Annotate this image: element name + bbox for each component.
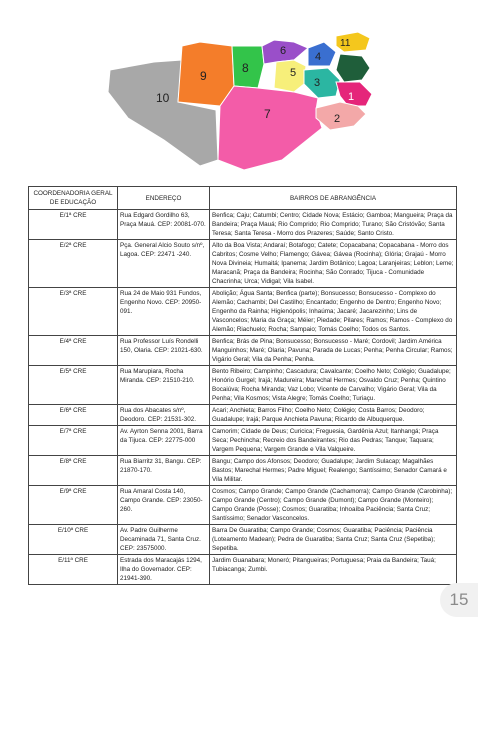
map-label-10: 10 (156, 91, 170, 105)
cre-bairros: Benfica; Brás de Pina; Bonsucesso; Bonsucesso - Maré; Cordovil; Jardim América Manguinhos; Maré; Olaria; Pavuna; Parada de Lucas; Penha; Penha Circular; Ramos; Vigário Geral; Vila da Penha; Penha. (210, 336, 457, 366)
map-label-2: 2 (334, 113, 341, 125)
map-label-4: 4 (315, 51, 322, 63)
map-region-island (336, 54, 370, 82)
cre-bairros: Camorim; Cidade de Deus; Curicica; Freguesia, Gardênia Azul; Itanhangá; Praça Seca; Pechincha; Recreio dos Bandeirantes; Rio das Pedras; Tanque; Taquara; Vargem Pequena; Vargem Grande e Vila Valqueire. (210, 426, 457, 456)
cre-address: Rua Marupiara, Rocha Miranda. CEP: 21510-210. (118, 366, 210, 405)
cre-name: E/7ª CRE (29, 426, 118, 456)
table-row (29, 426, 457, 456)
cre-table (28, 186, 457, 585)
map-label-1: 1 (348, 91, 355, 103)
map-label-5: 5 (290, 67, 297, 79)
page-number-badge: 15 (440, 583, 478, 617)
map-label-9: 9 (200, 69, 207, 83)
cre-bairros: Bangu; Campo dos Afonsos; Deodoro; Guadalupe; Jardim Sulacap; Magalhães Bastos; Marechal Hermes; Padre Miguel; Realengo; Santíssimo; Senador Camará e Vila Militar. (210, 456, 457, 486)
cre-bairros: Benfica; Caju; Catumbi; Centro; Cidade Nova; Estácio; Gamboa; Mangueira; Praça da Bandeira; Praça Mauá; Rio Comprido; Rio Comprido; Turano; São Cristóvão; Santa Teresa; Santa Teresa - Morro dos Prazeres; Saúde; Santo Cristo. (210, 210, 457, 240)
cre-name: E/5ª CRE (29, 366, 118, 405)
map-label-7: 7 (264, 107, 271, 121)
table-header-row (29, 187, 457, 210)
cre-bairros: Cosmos; Campo Grande; Campo Grande (Cachamorra); Campo Grande (Carobinha); Campo Grande (Centro); Campo Grande (Dumont); Campo Grande (Monteiro); Campo Grande (Posse); Cosmos; Guaratiba; Inhoaíba Paciência; Santa Cruz; Santíssimo; Senador Vasconcelos. (210, 486, 457, 525)
cre-bairros: Bento Ribeiro; Campinho; Cascadura; Cavalcante; Coelho Neto; Colégio; Guadalupe; Honório Gurgel; Irajá; Madureira; Marechal Hermes; Osvaldo Cruz; Penha; Quintino Bocaiúva; Rocha Miranda; Vaz Lobo; Vicente de Carvalho; Vigário Geral; Vila da Penha; Vila Kosmos; Vista Alegre; Tomás Coelho; Turiaçu. (210, 366, 457, 405)
map-region-7 (218, 86, 322, 170)
map-label-3: 3 (314, 77, 321, 89)
cre-bairros: Abolição; Água Santa; Benfica (parte); Bonsucesso; Bonsucesso - Complexo do Alemão; Cachambi; Del Castilho; Encantado; Engenho de Dentro; Engenho Novo; Engenho da Rainha; Higienópolis; Inhaúma; Jacaré; Jacarezinho; Lins de Vasconcelos; Maria da Graça; Méier; Piedade; Pilares; Ramos; Ramos - Complexo do Alemão; Riachuelo; Rocha; Sampaio; Tomás Coelho; Todos os Santos. (210, 288, 457, 336)
cre-name: E/8ª CRE (29, 456, 118, 486)
cre-address: Rua Professor Luís Rondelli 150, Olaria. CEP: 21021-630. (118, 336, 210, 366)
cre-name: E/1ª CRE (29, 210, 118, 240)
cre-address: Rua 24 de Maio 931 Fundos, Engenho Novo. CEP: 20950-091. (118, 288, 210, 336)
cre-address: Rua Amaral Costa 140, Campo Grande. CEP: 23050-260. (118, 486, 210, 525)
map-label-6: 6 (280, 45, 287, 57)
cre-name: E/3ª CRE (29, 288, 118, 336)
cre-name: E/10ª CRE (29, 525, 118, 555)
map-label-11: 11 (340, 38, 351, 49)
cre-address: Av. Ayrton Senna 2001, Barra da Tijuca. CEP: 22775-000 (118, 426, 210, 456)
cre-bairros: Alto da Boa Vista; Andaraí; Botafogo; Catete; Copacabana; Copacabana - Morro dos Cabritos; Cosme Velho; Flamengo; Gávea; Gávea (Rocinha); Glória; Grajaú - Morro Nova Divineia; Humaitá; Ipanema; Jardim Botânico; Lagoa; Laranjeiras; Leblon; Leme; Maracanã; Praça da Bandeira; Rocinha; São Conrado; Tijuca - Comunidade Chacrinha; Urca; Vidigal; Vila Isabel. (210, 240, 457, 288)
map-region-4 (308, 42, 336, 66)
cre-address: Rua Biarritz 31, Bangu. CEP: 21870-170. (118, 456, 210, 486)
map-region-3 (304, 68, 340, 98)
table-row (29, 405, 457, 426)
map-label-8: 8 (242, 61, 249, 75)
cre-name: E/2ª CRE (29, 240, 118, 288)
cre-bairros: Jardim Guanabara; Moneró; Pitangueiras; Portuguesa; Praia da Bandeira; Tauá; Tubiacanga; Zumbi. (210, 555, 457, 585)
cre-name: E/6ª CRE (29, 405, 118, 426)
table-row (29, 336, 457, 366)
cre-name: E/11ª CRE (29, 555, 118, 585)
table-row (29, 555, 457, 585)
cre-regions-map (104, 10, 384, 180)
cre-bairros: Barra De Guaratiba; Campo Grande; Cosmos; Guaratiba; Paciência; Paciência (Loteamento Madean); Pedra de Guaratiba; Santa Cruz; Santa Cruz (Sepetiba); Sepetiba. (210, 525, 457, 555)
cre-address: Estrada dos Maracajás 1294, Ilha do Governador. CEP: 21941-390. (118, 555, 210, 585)
cre-address: Rua Edgard Gordilho 63, Praça Mauá. CEP: 20081-070. (118, 210, 210, 240)
map-region-2 (316, 102, 366, 130)
cre-address: Pça. General Alcio Souto s/nº, Lagoa. CEP: 22471 -240. (118, 240, 210, 288)
header-bairros: BAIRROS DE ABRANGÊNCIA (210, 187, 457, 210)
cre-bairros: Acari; Anchieta; Barros Filho; Coelho Neto; Colégio; Costa Barros; Deodoro; Guadalupe; Irajá; Parque Anchieta Pavuna; Ricardo de Albuquerque. (210, 405, 457, 426)
cre-address: Av. Padre Guilherme Decaminada 71, Santa Cruz. CEP: 23575000. (118, 525, 210, 555)
table-row (29, 456, 457, 486)
table-row (29, 240, 457, 288)
cre-address: Rua dos Abacates s/nº, Deodoro. CEP: 21531-302. (118, 405, 210, 426)
cre-name: E/9ª CRE (29, 486, 118, 525)
table-row (29, 525, 457, 555)
header-coordenadoria: COORDENADORIA GERAL DE EDUCAÇÃO (29, 187, 118, 210)
cre-name: E/4ª CRE (29, 336, 118, 366)
table-row (29, 210, 457, 240)
header-endereco: ENDEREÇO (118, 187, 210, 210)
table-row (29, 486, 457, 525)
table-row (29, 288, 457, 336)
table-row (29, 366, 457, 405)
